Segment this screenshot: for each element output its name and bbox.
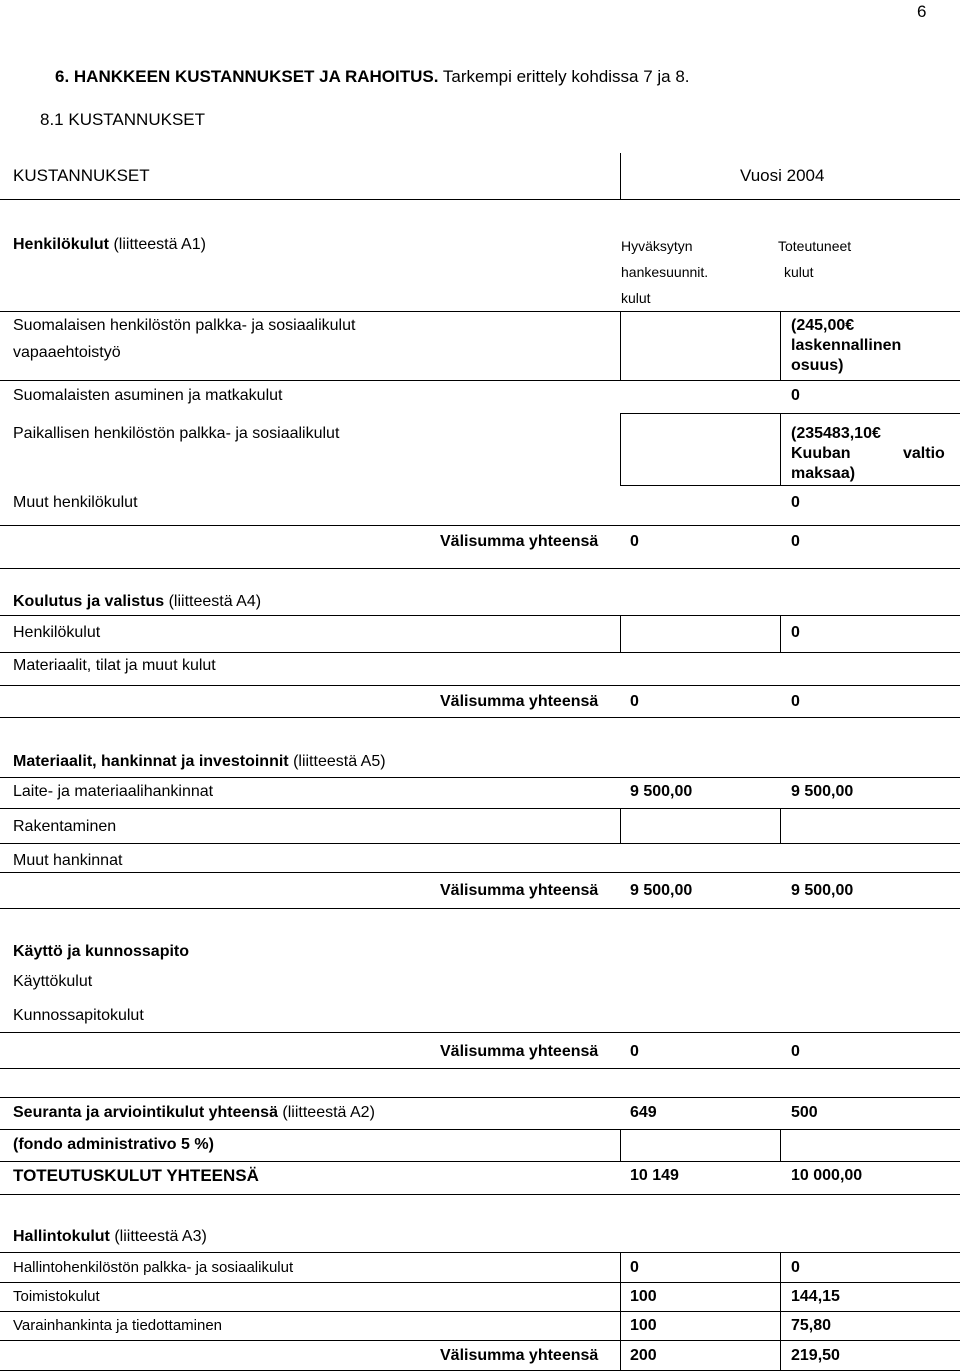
subtotal-value: 0 (791, 693, 800, 710)
cell-value: 100 (630, 1317, 657, 1334)
grid-line (0, 1370, 960, 1371)
col-header-approved-l1: Hyväksytyn (621, 238, 693, 254)
main-heading-bold: 6. HANKKEEN KUSTANNUKSET JA RAHOITUS. (55, 67, 439, 86)
cell-value: laskennallinen (791, 337, 902, 354)
row-label: Varainhankinta ja tiedottaminen (13, 1317, 223, 1334)
table-header-year: Vuosi 2004 (740, 166, 825, 185)
section-title-koulutus (13, 594, 261, 610)
main-heading-rest: Tarkempi erittely kohdissa 7 ja 8. (442, 67, 690, 86)
subtotal-label: Välisumma yhteensä (440, 882, 599, 899)
row-label: Muut henkilökulut (13, 494, 138, 511)
subtotal-label: Välisumma yhteensä (440, 1043, 599, 1060)
row-label: Materiaalit, tilat ja muut kulut (13, 657, 216, 674)
cell-value: 0 (791, 494, 800, 511)
grid-line (0, 380, 960, 381)
grid-line (620, 311, 621, 380)
grid-line (0, 808, 960, 809)
row-label: Toimistokulut (13, 1288, 100, 1305)
section-title-rest: (liitteestä A4) (168, 593, 262, 610)
subtotal-label: Välisumma yhteensä (440, 1347, 599, 1364)
grid-line (0, 717, 960, 718)
row-label: (fondo administrativo 5 %) (13, 1136, 214, 1153)
grid-line (0, 685, 960, 686)
grid-line (620, 413, 960, 414)
cell-value: 100 (630, 1288, 657, 1305)
grid-line (780, 808, 781, 843)
subtotal-value: 219,50 (791, 1347, 840, 1364)
grid-line (0, 525, 960, 526)
grid-line (0, 1097, 960, 1098)
grid-line (0, 843, 960, 844)
section-title-bold: Koulutus ja valistus (13, 593, 165, 610)
row-label: Suomalaisen henkilöstön palkka- ja sosiaalikulut (13, 317, 356, 334)
cell-value: 500 (791, 1104, 818, 1121)
cell-value: 649 (630, 1104, 657, 1121)
table-header-left: KUSTANNUKSET (13, 166, 150, 185)
total-label: TOTEUTUSKULUT YHTEENSÄ (13, 1166, 259, 1185)
main-heading (55, 68, 690, 85)
row-label: Paikallisen henkilöstön palkka- ja sosiaalikulut (13, 425, 340, 442)
cell-value: 0 (630, 1259, 639, 1276)
grid-line (620, 808, 621, 843)
section-title-seuranta (13, 1105, 375, 1121)
grid-line (780, 1252, 781, 1370)
section-title-kaytto: Käyttö ja kunnossapito (13, 943, 190, 960)
section-title-rest: (liitteestä A3) (114, 1228, 207, 1245)
row-label: Hallintohenkilöstön palkka- ja sosiaalikulut (13, 1259, 294, 1276)
grid-line (620, 1252, 621, 1370)
grid-line (0, 1068, 960, 1069)
grid-line (780, 1129, 781, 1161)
section-title-bold: Seuranta ja arviointikulut yhteensä (13, 1104, 278, 1121)
grid-line (620, 153, 621, 199)
grid-line (780, 311, 781, 380)
cell-value: (235483,10€ (791, 425, 881, 442)
col-header-approved-l3: kulut (621, 290, 651, 306)
row-label: Kunnossapitokulut (13, 1007, 144, 1024)
row-label: vapaaehtoistyö (13, 344, 121, 361)
row-label: Muut hankinnat (13, 852, 123, 869)
section-title-bold: Hallintokulut (13, 1228, 110, 1245)
cell-value: osuus) (791, 357, 844, 374)
subtotal-value: 0 (630, 693, 639, 710)
cell-value: 0 (791, 624, 800, 641)
grid-line (0, 1282, 960, 1283)
grid-line (0, 1194, 960, 1195)
grid-line (0, 652, 960, 653)
col-header-approved-l2: hankesuunnit. (621, 264, 709, 280)
cell-value: Kuuban (791, 445, 851, 462)
grid-line (0, 568, 960, 569)
grid-line (780, 615, 781, 652)
page-number: 6 (917, 2, 927, 21)
grid-line (620, 485, 960, 486)
total-value: 10 149 (630, 1167, 679, 1184)
grid-line (0, 1311, 960, 1312)
grid-line (0, 908, 960, 909)
grid-line (0, 1252, 960, 1253)
subtotal-value: 0 (630, 1043, 639, 1060)
grid-line (0, 311, 960, 312)
cell-value: (245,00€ (791, 317, 855, 334)
section-title-bold: Materiaalit, hankinnat ja investoinnit (13, 753, 289, 770)
row-label: Rakentaminen (13, 818, 117, 835)
row-label: Laite- ja materiaalihankinnat (13, 783, 214, 800)
subtotal-value: 200 (630, 1347, 657, 1364)
subtotal-label: Välisumma yhteensä (440, 693, 599, 710)
subtotal-value: 0 (791, 1043, 800, 1060)
grid-line (620, 1129, 621, 1161)
col-header-actual-l1: Toteutuneet (778, 238, 852, 254)
grid-line (0, 777, 960, 778)
cell-value: 144,15 (791, 1288, 840, 1305)
section-title-hallintokulut (13, 1229, 207, 1245)
grid-line (0, 872, 960, 873)
section-title-bold: Henkilökulut (13, 236, 110, 253)
grid-line (0, 199, 960, 200)
grid-line (620, 413, 621, 485)
cell-value: maksaa) (791, 465, 856, 482)
grid-line (0, 1032, 960, 1033)
grid-line (780, 413, 781, 485)
subtotal-value: 9 500,00 (630, 882, 693, 899)
section-title-materiaalit (13, 754, 386, 770)
subtotal-value: 0 (791, 533, 800, 550)
grid-line (0, 1129, 960, 1130)
section-title-rest: (liitteestä A1) (113, 236, 206, 253)
section-title-rest: (liitteestä A5) (293, 753, 386, 770)
grid-line (0, 1340, 960, 1341)
grid-line (620, 615, 621, 652)
cell-value: 9 500,00 (630, 783, 693, 800)
section-title-rest: (liitteestä A2) (282, 1104, 375, 1121)
subtotal-value: 0 (630, 533, 639, 550)
row-label: Käyttökulut (13, 973, 93, 990)
subtotal-value: 9 500,00 (791, 882, 854, 899)
total-value: 10 000,00 (791, 1167, 863, 1184)
cell-value: valtio (903, 445, 945, 462)
cell-value: 9 500,00 (791, 783, 854, 800)
section-title-henkilokulut (13, 237, 206, 253)
grid-line (0, 1161, 960, 1162)
row-label: Henkilökulut (13, 624, 101, 641)
cell-value: 0 (791, 387, 800, 404)
sub-heading: 8.1 KUSTANNUKSET (40, 110, 206, 129)
cell-value: 0 (791, 1259, 800, 1276)
grid-line (0, 615, 960, 616)
col-header-actual-l2: kulut (784, 264, 814, 280)
subtotal-label: Välisumma yhteensä (440, 533, 599, 550)
row-label: Suomalaisten asuminen ja matkakulut (13, 387, 283, 404)
cell-value: 75,80 (791, 1317, 832, 1334)
